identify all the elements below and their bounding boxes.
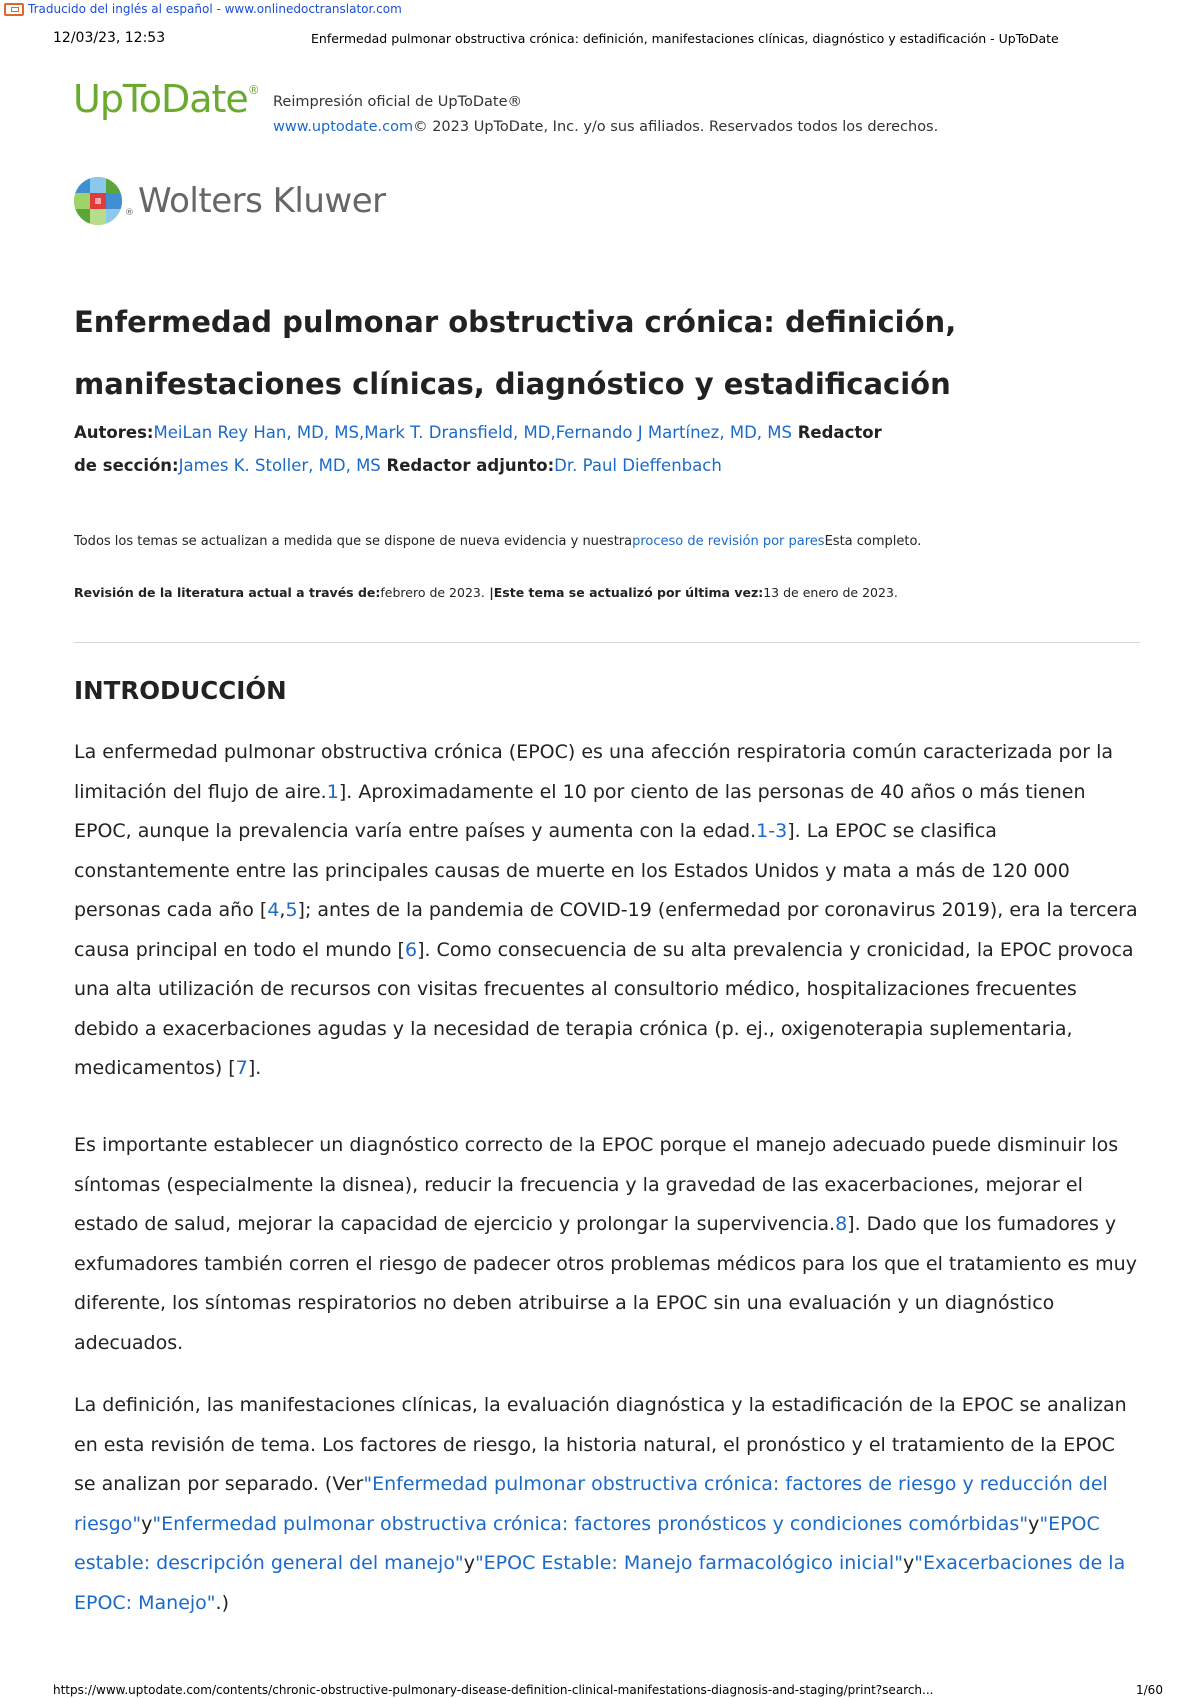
topic-link-exacerbations[interactable]: "Exacerbaciones de la EPOC: Manejo" — [74, 1552, 1126, 1614]
updated-label: |Este tema se actualizó por última vez: — [484, 585, 764, 600]
author-link-1[interactable]: MeiLan Rey Han, MD, MS, — [153, 423, 365, 442]
paragraph-text: ]. La EPOC se clasifica constantemente entre las principales causas de muerte en los Estados Unidos y mata a más de 120 000 personas cada año [ — [74, 820, 1070, 921]
author-credits — [74, 416, 1074, 482]
paragraph-text: , — [279, 899, 286, 921]
authors-label: Autores: — [74, 423, 154, 442]
intro-paragraph-1 — [74, 733, 1142, 1089]
reference-link[interactable]: 1 — [326, 780, 339, 803]
section-editor-label-2: de sección: — [74, 456, 179, 475]
topic-link-pharmacologic-management[interactable]: "EPOC Estable: Manejo farmacológico inicial" — [474, 1552, 903, 1574]
author-link-3[interactable]: Fernando J Martínez, MD, MS — [555, 423, 792, 442]
paragraph-text: Es importante establecer un diagnóstico correcto de la EPOC porque el manejo adecuado puede disminuir los síntomas (especialmente la disnea), reducir la frecuencia y la gravedad de las exacerbaciones, mejorar el estado de salud, mejorar la capacidad de ejercicio y prolongar la supervivencia. — [74, 1134, 1119, 1235]
publisher-name: Wolters Kluwer — [138, 181, 386, 221]
registered-mark: ® — [247, 83, 259, 97]
topic-link-management-overview[interactable]: "EPOC estable: descripción general del manejo" — [74, 1512, 1100, 1574]
deputy-editor-link[interactable]: Dr. Paul Dieffenbach — [554, 456, 722, 475]
print-page-title: Enfermedad pulmonar obstructiva crónica: definición, manifestaciones clínicas, diagnóstico y estadificación - UpToDate — [311, 31, 1059, 46]
reference-link[interactable]: 1-3 — [756, 820, 788, 842]
uptodate-site-link[interactable]: www.uptodate.com — [273, 119, 414, 136]
paragraph-text: ]; antes de la pandemia de COVID-19 (enfermedad por coronavirus 2019), era la tercera causa principal en todo el mundo [ — [74, 899, 1138, 961]
intro-heading: INTRODUCCIÓN — [74, 676, 287, 705]
section-editor-label-1: Redactor — [791, 423, 882, 442]
reference-link[interactable]: 5 — [285, 899, 298, 921]
paragraph-text: ]. Como consecuencia de su alta prevalencia y cronicidad, la EPOC provoca una alta utilización de recursos con visitas frecuentes al consultorio médico, hospitalizaciones frecuentes debido a exacerbaciones agudas y la necesidad de terapia crónica (p. ej., oxigenoterapia suplementaria, medicamentos) [ — [74, 938, 1134, 1079]
paragraph-text: y — [1028, 1512, 1040, 1535]
print-date: 12/03/23, 12:53 — [53, 30, 166, 46]
reference-link[interactable]: 8 — [835, 1213, 848, 1235]
print-header — [53, 30, 1130, 48]
print-page-number: 1/60 — [1136, 1683, 1163, 1697]
article-title — [74, 291, 1140, 415]
topic-link-risk-factors[interactable]: "Enfermedad pulmonar obstructiva crónica: factores de riesgo y reducción del riesgo" — [74, 1473, 1108, 1535]
reference-link[interactable]: 6 — [404, 938, 418, 961]
section-editor-link[interactable]: James K. Stoller, MD, MS — [178, 456, 381, 475]
copyright-text: © 2023 UpToDate, Inc. y/o sus afiliados. Reservados todos los derechos. — [413, 119, 939, 136]
intro-paragraph-2 — [74, 1126, 1142, 1363]
update-note-end: Esta completo. — [824, 534, 922, 549]
publisher-registered-mark: ® — [125, 208, 134, 218]
intro-paragraph-3 — [74, 1386, 1142, 1623]
review-date: febrero de 2023. — [380, 585, 485, 600]
paragraph-text: y — [463, 1552, 475, 1574]
uptodate-logo-text: UpToDate — [73, 77, 248, 121]
paragraph-text: ]. Aproximadamente el 10 por ciento de las personas de 40 años o más tienen EPOC, aunque la prevalencia varía entre países y aumenta con la edad. — [74, 780, 1086, 842]
author-link-2[interactable]: Mark T. Dransfield, MD, — [364, 423, 556, 442]
wolters-kluwer-mark-icon — [73, 176, 123, 226]
topic-link-prognostic-factors[interactable]: "Enfermedad pulmonar obstructiva crónica: factores pronósticos y condiciones comórbidas" — [152, 1512, 1029, 1535]
review-label: Revisión de la literatura actual a través de: — [74, 585, 381, 600]
deputy-editor-label: Redactor adjunto: — [380, 456, 555, 475]
reference-link[interactable]: 7 — [235, 1057, 248, 1079]
uptodate-logo — [73, 77, 259, 121]
article-title-line-1: Enfermedad pulmonar obstructiva crónica: definición, — [74, 305, 957, 339]
updated-date: 13 de enero de 2023. — [763, 585, 898, 600]
paragraph-text: .) — [215, 1591, 229, 1614]
paragraph-text: La definición, las manifestaciones clínicas, la evaluación diagnóstica y la estadificación de la EPOC se analizan en esta revisión de tema. Los factores de riesgo, la historia natural, el pronóstico y el tratamiento de la EPOC se analizan por separado. (Ver — [74, 1394, 1127, 1495]
review-dates — [74, 585, 898, 600]
translator-banner[interactable] — [0, 0, 402, 18]
paragraph-text: ]. Dado que los fumadores y exfumadores también corren el riesgo de padecer otros problemas médicos para los que el tratamiento es muy diferente, los síntomas respiratorios no deben atribuirse a la EPOC sin una evaluación y un diagnóstico adecuados. — [74, 1213, 1137, 1354]
update-note-text: Todos los temas se actualizan a medida que se dispone de nueva evidencia y nuestra — [74, 534, 633, 549]
article-title-line-2: manifestaciones clínicas, diagnóstico y estadificación — [74, 367, 951, 401]
section-divider — [74, 642, 1140, 643]
translator-banner-text[interactable]: Traducido del inglés al español - www.onlinedoctranslator.com — [28, 2, 402, 16]
reprint-notice — [273, 90, 938, 141]
wolters-kluwer-logo — [73, 176, 386, 226]
reprint-label: Reimpresión oficial de UpToDate® — [273, 94, 523, 110]
paragraph-text: y — [902, 1552, 915, 1574]
reference-link[interactable]: 4 — [267, 899, 280, 921]
peer-review-link[interactable]: proceso de revisión por pares — [632, 534, 825, 549]
paragraph-text: ]. — [247, 1057, 262, 1079]
paragraph-text: La enfermedad pulmonar obstructiva crónica (EPOC) es una afección respiratoria común caracterizada por la limitación del flujo de aire. — [74, 741, 1114, 803]
print-footer-url: https://www.uptodate.com/contents/chronic-obstructive-pulmonary-disease-definition-clinical-manifestations-diagnosis-and-staging/print?search... — [53, 1683, 934, 1697]
translate-icon — [4, 3, 24, 16]
paragraph-text: y — [141, 1512, 153, 1535]
update-note — [74, 534, 921, 549]
